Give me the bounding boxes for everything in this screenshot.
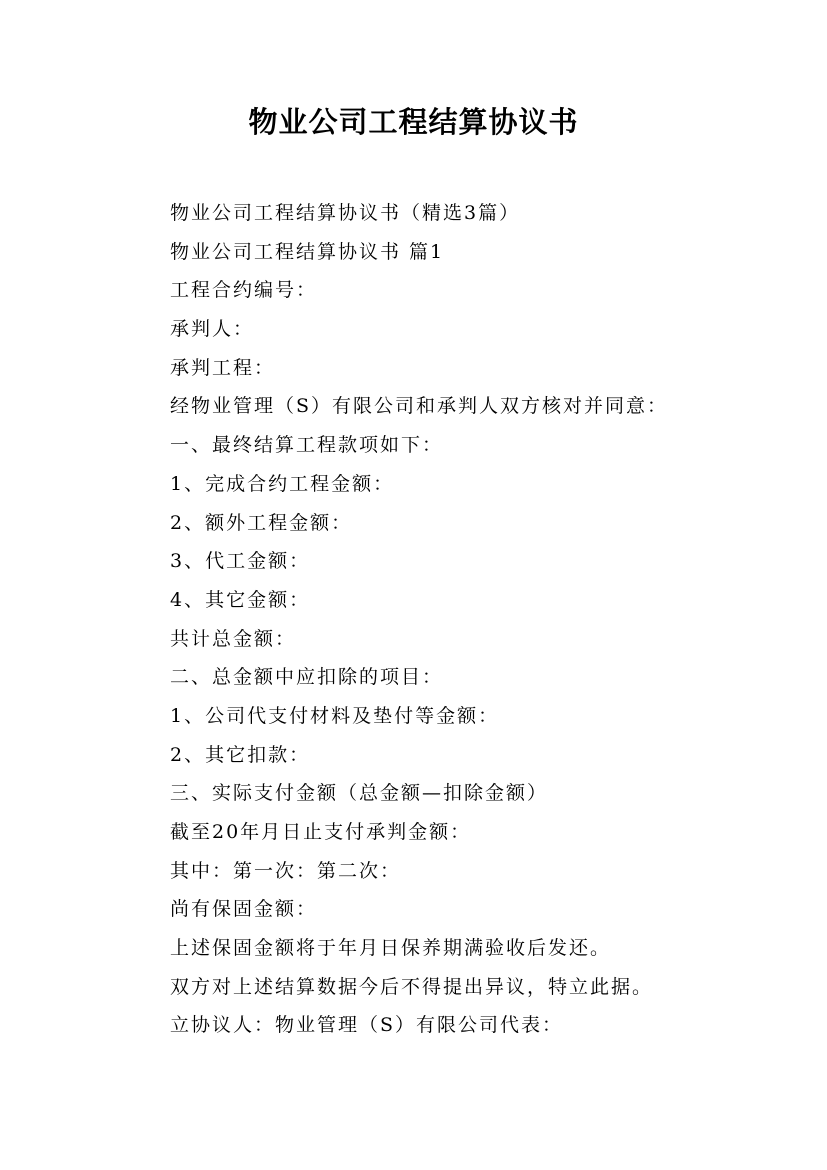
actual-payment-heading: 三、实际支付金额（总金额—扣除金额） [170, 782, 549, 805]
paid-to-date-line: 截至20年月日止支付承判金额： [170, 821, 472, 843]
other-deductions-line: 2、其它扣款： [170, 743, 311, 766]
contractor-line: 承判人： [170, 318, 255, 341]
document-body [170, 194, 790, 1045]
agreement-intro-line: 经物业管理（S）有限公司和承判人双方核对并同意： [170, 395, 669, 418]
section-heading-line: 物业公司工程结算协议书 篇1 [170, 240, 445, 263]
contracted-project-line: 承判工程： [170, 356, 276, 379]
labor-amount-line: 3、代工金额： [170, 550, 311, 573]
final-settlement-heading: 一、最终结算工程款项如下： [170, 434, 444, 457]
company-paid-materials-line: 1、公司代支付材料及垫付等金额： [170, 704, 500, 727]
deductions-heading: 二、总金额中应扣除的项目： [170, 666, 444, 689]
other-amount-line: 4、其它金额： [170, 588, 311, 611]
no-objection-line: 双方对上述结算数据今后不得提出异议，特立此据。 [170, 975, 654, 998]
retention-amount-line: 尚有保固金额： [170, 898, 318, 921]
document-title: 物业公司工程结算协议书 [248, 105, 579, 139]
extra-amount-line: 2、额外工程金额： [170, 511, 353, 534]
signatory-line: 立协议人：物业管理（S）有限公司代表： [170, 1014, 564, 1037]
subtitle-line: 物业公司工程结算协议书（精选3篇） [170, 202, 521, 224]
contract-number-line: 工程合约编号： [170, 279, 318, 302]
contract-amount-line: 1、完成合约工程金额： [170, 472, 395, 495]
installments-line: 其中：第一次：第二次： [170, 859, 402, 882]
total-amount-line: 共计总金额： [170, 627, 297, 650]
retention-release-line: 上述保固金额将于年月日保养期满验收后发还。 [170, 937, 612, 960]
